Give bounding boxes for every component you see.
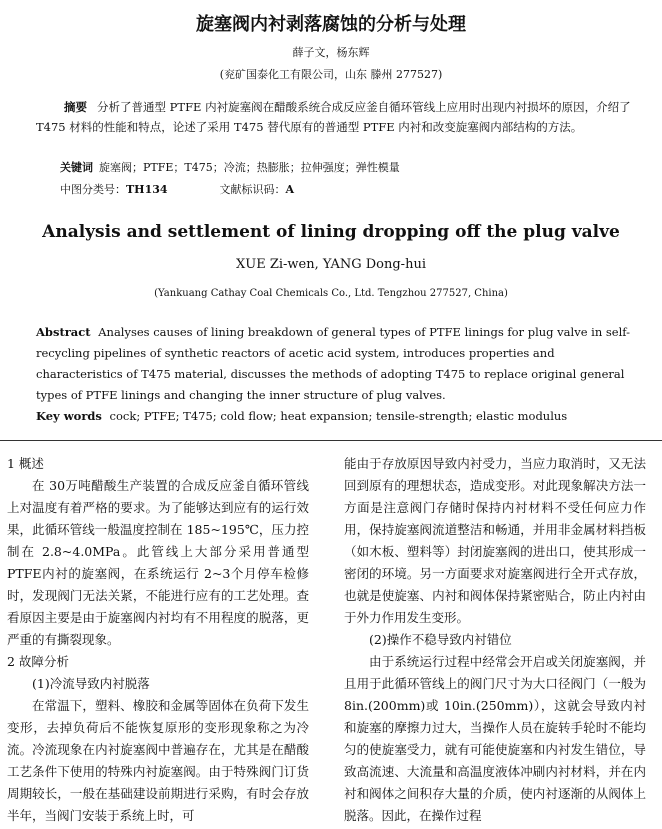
english-title: Analysis and settlement of lining dropping off the plug valve bbox=[42, 222, 620, 242]
subsection-1-paragraph: 在常温下，塑料、橡胶和金属等固体在负荷下发生变形，去掉负荷后不能恢复原形的变形现象称之为冷流。冷流现象在内衬旋塞阀中普遍存在，尤其是在醋酸工艺条件下使用的特殊内衬旋塞阀。由于特殊阀门订货周期较长，一般在基础建设前期进行采购，有时会存放半年，当阀门安装于系统上时，可 bbox=[7, 698, 309, 823]
chinese-abstract-text: 分析了普通型 PTFE 内衬旋塞阀在醋酸系统合成反应釜自循环管线上应用时出现内衬损坏的原因，介绍了 T475 材料的性能和特点，论述了采用 T475 替代原有的普通型 PTFE 内衬和改变旋塞阀内部结构的方法。 bbox=[36, 100, 631, 134]
chinese-keywords-label: 关键词 bbox=[60, 161, 93, 174]
document-code-label: 文献标识码： bbox=[219, 183, 286, 196]
english-affiliation: (Yankuang Cathay Coal Chemicals Co., Ltd. Tengzhou 277527, China) bbox=[154, 288, 508, 299]
section-2-heading: 2 故障分析 bbox=[7, 654, 69, 669]
chinese-title: 旋塞阀内衬剥落腐蚀的分析与处理 bbox=[196, 14, 466, 35]
left-column bbox=[7, 453, 309, 827]
chinese-abstract-label: 摘要 bbox=[64, 100, 87, 114]
english-abstract bbox=[36, 322, 634, 406]
right-column bbox=[344, 453, 646, 827]
subsection-1-heading: (1)冷流导致内衬脱落 bbox=[32, 676, 150, 691]
english-keywords-text: cock; PTFE; T475; cold flow; heat expansion; tensile-strength; elastic modulus bbox=[109, 409, 568, 423]
english-authors: XUE Zi-wen, YANG Dong-hui bbox=[236, 257, 426, 272]
chinese-affiliation: (兖矿国泰化工有限公司，山东 滕州 277527) bbox=[219, 68, 443, 81]
chinese-keywords-text: 旋塞阀；PTFE；T475；冷流；热膨胀；拉伸强度；弹性模量 bbox=[99, 161, 400, 174]
right-column-paragraph-1: 能由于存放原因导致内衬受力，当应力取消时，又无法回到原有的理想状态，造成变形。对此现象解决方法一方面是注意阀门存储时保持内衬材料不受任何应力作用，保持旋塞阀流道整洁和畅通，并用非金属材料挡板（如木板、塑料等）封闭旋塞阀的进出口，使其形成一密闭的环境。另一方面要求对旋塞阀进行全开式存放，也就是使旋塞、内衬和阀体保持紧密贴合，防止内衬由于外力作用发生变形。 bbox=[344, 456, 646, 625]
english-keywords-label: Key words bbox=[36, 409, 102, 423]
chinese-abstract bbox=[36, 97, 636, 137]
english-abstract-text: Analyses causes of lining breakdown of general types of PTFE linings for plug valve in self-recycling pipelines of synthetic reactors of acetic acid system, introduces properties and characteristics of T475 material, discusses the methods of adopting T475 to replace original general types of PTFE linings and changing the inner structure of plug valves. bbox=[36, 325, 631, 402]
section-divider bbox=[0, 440, 662, 441]
classification-line bbox=[60, 181, 294, 197]
subsection-2-heading: (2)操作不稳导致内衬错位 bbox=[369, 632, 512, 647]
section-1-paragraph: 在 30万吨醋酸生产装置的合成反应釜自循环管线上对温度有着严格的要求。为了能够达到应有的运行效果，此循环管线一般温度控制在 185~195℃，压力控制在 2.8~4.0MPa。此管线上大部分采用普通型 PTFE内衬的旋塞阀，在系统运行 2~3个月停车检修时，发现阀门无法关紧，不能进行应有的工艺处理。查看原因主要是由于旋塞阀内衬均有不用程度的脱落，更严重的有撕裂现象。 bbox=[7, 478, 309, 647]
chinese-keywords bbox=[60, 159, 400, 175]
classification-label: 中图分类号： bbox=[60, 183, 126, 196]
document-code-value: A bbox=[285, 183, 295, 196]
chinese-authors: 薛子文，杨东辉 bbox=[292, 46, 370, 59]
subsection-2-paragraph: 由于系统运行过程中经常会开启或关闭旋塞阀，并且用于此循环管线上的阀门尺寸为大口径阀门（一般为 8in.(200mm)或 10in.(250mm)），这就会导致内衬和旋塞的摩擦力过大，当操作人员在旋转手轮时不能均匀的使旋塞受力，就有可能使旋塞和内衬发生错位，导致高流速、大流量和高温度液体冲刷内衬材料，并在内衬和阀体之间积存大量的介质，使内衬逐渐的从阀体上脱落。因此，在操作过程 bbox=[344, 654, 646, 823]
classification-value: TH134 bbox=[126, 183, 168, 196]
english-abstract-label: Abstract bbox=[36, 325, 91, 339]
english-keywords bbox=[36, 409, 567, 423]
section-1-heading: 1 概述 bbox=[7, 456, 44, 471]
